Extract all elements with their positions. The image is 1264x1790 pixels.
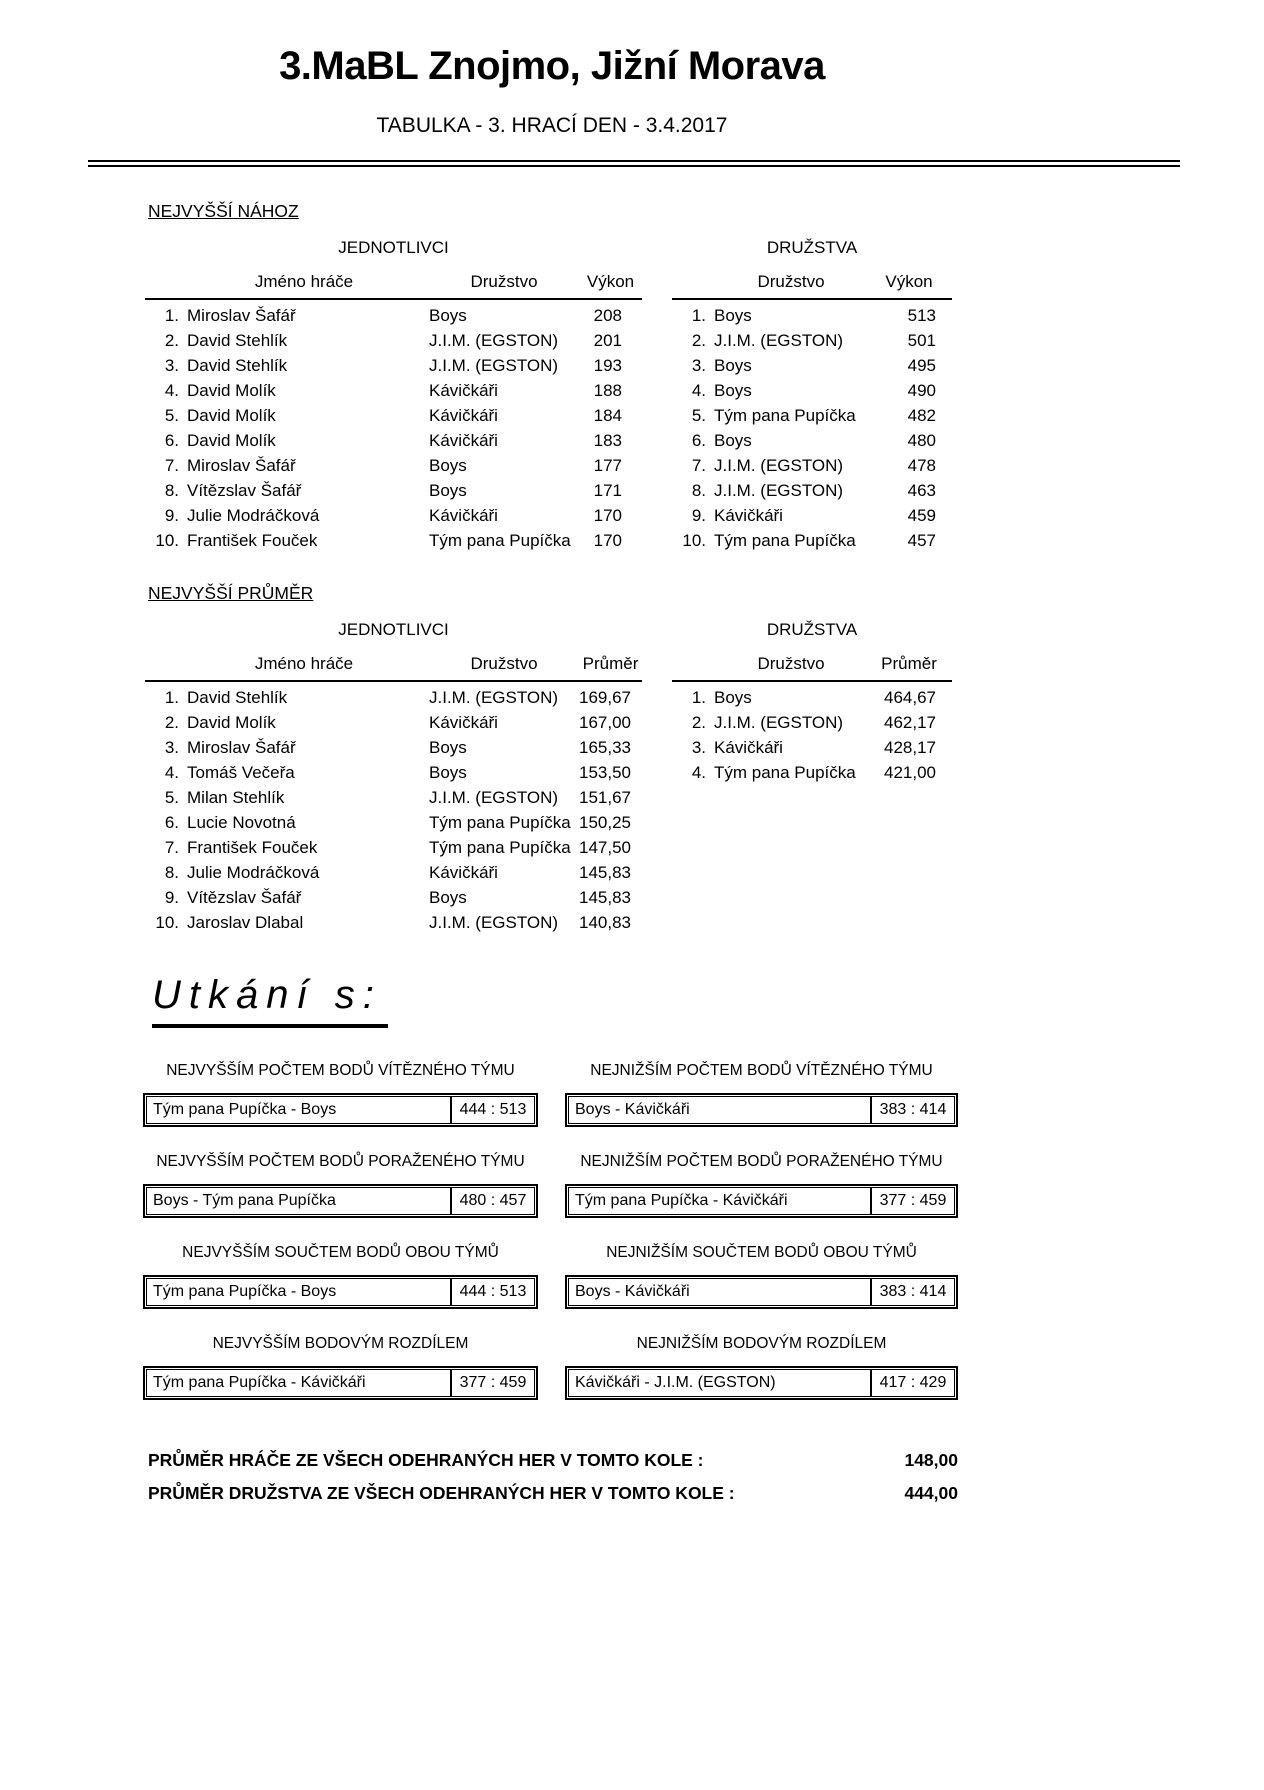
match-teams-cell: Tým pana Pupíčka - Kávičkáři xyxy=(146,1369,451,1397)
column-header-team: Družstvo xyxy=(757,654,825,673)
table-row xyxy=(145,303,642,328)
value-cell: 463 xyxy=(907,480,936,500)
player-name-cell: David Stehlík xyxy=(187,355,288,375)
table-body xyxy=(145,682,642,935)
match-score-cell: 377 : 459 xyxy=(451,1369,535,1397)
table-row xyxy=(145,503,642,528)
table-row xyxy=(672,685,952,710)
rank-cell: 5. xyxy=(691,405,706,425)
team-cell: Kávičkáři xyxy=(429,505,498,525)
team-cell: J.I.M. (EGSTON) xyxy=(429,355,559,375)
rank-cell: 1. xyxy=(691,305,706,325)
match-box xyxy=(143,1275,538,1309)
table-row xyxy=(672,528,952,553)
match-label: NEJNIŽŠÍM POČTEM BODŮ VÍTĚZNÉHO TÝMU xyxy=(590,1062,933,1079)
value-cell: 457 xyxy=(907,530,936,550)
team-cell: J.I.M. (EGSTON) xyxy=(714,480,844,500)
player-name-cell: David Molík xyxy=(187,380,276,400)
rank-cell: 7. xyxy=(164,455,179,475)
rank-cell: 10. xyxy=(155,530,179,550)
team-cell: Boys xyxy=(429,887,467,907)
match-label: NEJNIŽŠÍM SOUČTEM BODŮ OBOU TÝMŮ xyxy=(606,1244,917,1261)
value-cell: 495 xyxy=(907,355,936,375)
value-cell: 421,00 xyxy=(884,762,936,782)
team-cell: J.I.M. (EGSTON) xyxy=(429,787,559,807)
table-title: DRUŽSTVA xyxy=(766,620,858,639)
value-cell: 201 xyxy=(593,330,622,350)
table-row xyxy=(672,478,952,503)
table-body xyxy=(672,300,952,553)
match-box xyxy=(143,1184,538,1218)
rank-cell: 4. xyxy=(691,380,706,400)
rank-cell: 6. xyxy=(164,812,179,832)
column-header-team: Družstvo xyxy=(470,654,538,673)
rank-cell: 8. xyxy=(164,480,179,500)
team-cell: J.I.M. (EGSTON) xyxy=(714,712,844,732)
individuals-table xyxy=(145,238,642,553)
rank-cell: 9. xyxy=(164,505,179,525)
match-label: NEJVYŠŠÍM POČTEM BODŮ PORAŽENÉHO TÝMU xyxy=(156,1153,525,1170)
divider xyxy=(88,160,1180,167)
player-name-cell: Lucie Novotná xyxy=(187,812,296,832)
tables-row xyxy=(145,238,1264,553)
rank-cell: 3. xyxy=(691,737,706,757)
match-label: NEJNIŽŠÍM POČTEM BODŮ PORAŽENÉHO TÝMU xyxy=(580,1153,943,1170)
player-name-cell: David Molík xyxy=(187,712,276,732)
team-cell: Boys xyxy=(429,480,467,500)
table-row xyxy=(145,885,642,910)
match-score-cell: 444 : 513 xyxy=(451,1278,535,1306)
table-title: JEDNOTLIVCI xyxy=(338,238,449,257)
table-row xyxy=(145,835,642,860)
match-item xyxy=(565,1244,958,1309)
summary xyxy=(148,1450,958,1516)
value-cell: 171 xyxy=(593,480,622,500)
summary-row-team-average xyxy=(148,1483,958,1516)
team-cell: Boys xyxy=(429,737,467,757)
rank-cell: 6. xyxy=(164,430,179,450)
team-cell: Boys xyxy=(714,430,752,450)
rank-cell: 1. xyxy=(164,687,179,707)
team-cell: Kávičkáři xyxy=(429,862,498,882)
value-cell: 188 xyxy=(593,380,622,400)
match-box xyxy=(565,1275,958,1309)
tables-row xyxy=(145,620,1264,935)
rank-cell: 4. xyxy=(691,762,706,782)
column-header-value: Průměr xyxy=(582,654,639,673)
player-name-cell: Miroslav Šafář xyxy=(187,455,296,475)
player-name-cell: Jaroslav Dlabal xyxy=(187,912,304,932)
rank-cell: 10. xyxy=(155,912,179,932)
table-row xyxy=(145,528,642,553)
value-cell: 193 xyxy=(593,355,622,375)
value-cell: 145,83 xyxy=(579,862,631,882)
column-header-team: Družstvo xyxy=(757,272,825,291)
rank-cell: 8. xyxy=(691,480,706,500)
section-heading: NEJVYŠŠÍ PRŮMĚR xyxy=(148,583,314,603)
summary-label: PRŮMĚR DRUŽSTVA ZE VŠECH ODEHRANÝCH HER V TOMTO KOLE : xyxy=(148,1483,735,1503)
value-cell: 147,50 xyxy=(579,837,631,857)
match-teams-cell: Tým pana Pupíčka - Boys xyxy=(146,1278,451,1306)
column-header-player: Jméno hráče xyxy=(254,272,354,291)
table-row xyxy=(145,910,642,935)
table-row xyxy=(145,328,642,353)
player-name-cell: David Molík xyxy=(187,430,276,450)
team-cell: Boys xyxy=(714,687,752,707)
match-teams-cell: Tým pana Pupíčka - Kávičkáři xyxy=(568,1187,871,1215)
individuals-table xyxy=(145,620,642,935)
rank-cell: 4. xyxy=(164,762,179,782)
table-row xyxy=(145,810,642,835)
column-header-team: Družstvo xyxy=(470,272,538,291)
value-cell: 208 xyxy=(593,305,622,325)
team-cell: Tým pana Pupíčka xyxy=(714,530,856,550)
player-name-cell: Miroslav Šafář xyxy=(187,737,296,757)
team-cell: Tým pana Pupíčka xyxy=(429,812,571,832)
value-cell: 170 xyxy=(593,530,622,550)
match-box xyxy=(143,1366,538,1400)
column-header-value: Výkon xyxy=(885,272,933,291)
value-cell: 482 xyxy=(907,405,936,425)
player-name-cell: Vítězslav Šafář xyxy=(187,480,302,500)
team-cell: Tým pana Pupíčka xyxy=(714,762,856,782)
match-teams-cell: Boys - Kávičkáři xyxy=(568,1278,871,1306)
value-cell: 153,50 xyxy=(579,762,631,782)
rank-cell: 7. xyxy=(164,837,179,857)
team-cell: Kávičkáři xyxy=(429,712,498,732)
team-cell: Tým pana Pupíčka xyxy=(714,405,856,425)
table-row xyxy=(672,328,952,353)
table-row xyxy=(672,503,952,528)
team-cell: Tým pana Pupíčka xyxy=(429,530,571,550)
table-header-row xyxy=(145,654,642,682)
value-cell: 140,83 xyxy=(579,912,631,932)
value-cell: 170 xyxy=(593,505,622,525)
page-subtitle: TABULKA - 3. HRACÍ DEN - 3.4.2017 xyxy=(376,114,728,137)
match-teams-cell: Boys - Kávičkáři xyxy=(568,1096,871,1124)
value-cell: 478 xyxy=(907,455,936,475)
match-score-cell: 444 : 513 xyxy=(451,1096,535,1124)
player-name-cell: Vítězslav Šafář xyxy=(187,887,302,907)
match-item xyxy=(143,1153,538,1218)
match-item xyxy=(143,1335,538,1400)
team-cell: Tým pana Pupíčka xyxy=(429,837,571,857)
section-highest-game xyxy=(0,201,1264,553)
summary-value: 148,00 xyxy=(904,1450,958,1470)
player-name-cell: František Fouček xyxy=(187,837,318,857)
team-cell: Boys xyxy=(714,380,752,400)
table-row xyxy=(145,710,642,735)
player-name-cell: Julie Modráčková xyxy=(187,862,320,882)
table-row xyxy=(145,403,642,428)
match-box xyxy=(143,1093,538,1127)
team-cell: J.I.M. (EGSTON) xyxy=(714,330,844,350)
page-title: 3.MaBL Znojmo, Jižní Morava xyxy=(279,44,825,88)
matches-grid xyxy=(143,1062,958,1400)
rank-cell: 10. xyxy=(682,530,706,550)
value-cell: 145,83 xyxy=(579,887,631,907)
team-cell: J.I.M. (EGSTON) xyxy=(714,455,844,475)
rank-cell: 9. xyxy=(164,887,179,907)
value-cell: 177 xyxy=(593,455,622,475)
value-cell: 459 xyxy=(907,505,936,525)
player-name-cell: František Fouček xyxy=(187,530,318,550)
rank-cell: 3. xyxy=(164,355,179,375)
rank-cell: 2. xyxy=(164,712,179,732)
rank-cell: 2. xyxy=(691,712,706,732)
player-name-cell: Julie Modráčková xyxy=(187,505,320,525)
match-teams-cell: Tým pana Pupíčka - Boys xyxy=(146,1096,451,1124)
value-cell: 184 xyxy=(593,405,622,425)
table-body xyxy=(672,682,952,785)
table-row xyxy=(145,428,642,453)
match-score-cell: 383 : 414 xyxy=(871,1278,955,1306)
value-cell: 183 xyxy=(593,430,622,450)
value-cell: 480 xyxy=(907,430,936,450)
value-cell: 490 xyxy=(907,380,936,400)
rank-cell: 1. xyxy=(164,305,179,325)
column-header-value: Průměr xyxy=(881,654,937,673)
teams-table xyxy=(672,620,952,935)
table-row xyxy=(145,453,642,478)
summary-value: 444,00 xyxy=(904,1483,958,1503)
table-row xyxy=(145,685,642,710)
match-box xyxy=(565,1093,958,1127)
team-cell: Boys xyxy=(429,455,467,475)
table-row xyxy=(672,428,952,453)
match-teams-cell: Boys - Tým pana Pupíčka xyxy=(146,1187,451,1215)
value-cell: 165,33 xyxy=(579,737,631,757)
table-row xyxy=(145,378,642,403)
value-cell: 167,00 xyxy=(579,712,631,732)
team-cell: J.I.M. (EGSTON) xyxy=(429,912,559,932)
team-cell: Kávičkáři xyxy=(714,737,783,757)
match-item xyxy=(143,1062,538,1127)
section-highest-average xyxy=(0,583,1264,935)
match-label: NEJVYŠŠÍM POČTEM BODŮ VÍTĚZNÉHO TÝMU xyxy=(166,1062,515,1079)
rank-cell: 2. xyxy=(691,330,706,350)
table-row xyxy=(672,735,952,760)
team-cell: Kávičkáři xyxy=(714,505,783,525)
player-name-cell: Tomáš Večeřa xyxy=(187,762,295,782)
match-score-cell: 377 : 459 xyxy=(871,1187,955,1215)
match-teams-cell: Kávičkáři - J.I.M. (EGSTON) xyxy=(568,1369,871,1397)
rank-cell: 2. xyxy=(164,330,179,350)
rank-cell: 7. xyxy=(691,455,706,475)
player-name-cell: David Stehlík xyxy=(187,330,288,350)
value-cell: 513 xyxy=(907,305,936,325)
match-item xyxy=(143,1244,538,1309)
value-cell: 150,25 xyxy=(579,812,631,832)
player-name-cell: David Stehlík xyxy=(187,687,288,707)
rank-cell: 5. xyxy=(164,405,179,425)
table-row xyxy=(672,403,952,428)
team-cell: J.I.M. (EGSTON) xyxy=(429,330,559,350)
team-cell: Boys xyxy=(429,762,467,782)
table-row xyxy=(145,785,642,810)
table-body xyxy=(145,300,642,553)
player-name-cell: Milan Stehlík xyxy=(187,787,285,807)
team-cell: Kávičkáři xyxy=(429,430,498,450)
match-label: NEJVYŠŠÍM SOUČTEM BODŮ OBOU TÝMŮ xyxy=(182,1244,499,1261)
team-cell: Kávičkáři xyxy=(429,405,498,425)
team-cell: Boys xyxy=(714,305,752,325)
section-heading: NEJVYŠŠÍ NÁHOZ xyxy=(148,201,299,221)
table-row xyxy=(672,353,952,378)
rank-cell: 8. xyxy=(164,862,179,882)
table-row xyxy=(145,478,642,503)
team-cell: Boys xyxy=(429,305,467,325)
match-item xyxy=(565,1335,958,1400)
match-box xyxy=(565,1366,958,1400)
column-header-value: Výkon xyxy=(586,272,635,291)
player-name-cell: David Molík xyxy=(187,405,276,425)
match-score-cell: 480 : 457 xyxy=(451,1187,535,1215)
document-header xyxy=(92,0,1012,138)
table-row xyxy=(672,378,952,403)
value-cell: 169,67 xyxy=(579,687,631,707)
team-cell: Kávičkáři xyxy=(429,380,498,400)
table-row xyxy=(145,735,642,760)
table-row xyxy=(672,710,952,735)
table-title: JEDNOTLIVCI xyxy=(338,620,449,639)
table-row xyxy=(672,760,952,785)
rank-cell: 3. xyxy=(691,355,706,375)
match-score-cell: 417 : 429 xyxy=(871,1369,955,1397)
summary-row-player-average xyxy=(148,1450,958,1483)
team-cell: J.I.M. (EGSTON) xyxy=(429,687,559,707)
team-cell: Boys xyxy=(714,355,752,375)
table-title: DRUŽSTVA xyxy=(766,238,858,257)
table-header-row xyxy=(145,272,642,300)
rank-cell: 1. xyxy=(691,687,706,707)
value-cell: 151,67 xyxy=(579,787,631,807)
table-row xyxy=(145,860,642,885)
match-item xyxy=(565,1153,958,1218)
table-row xyxy=(672,453,952,478)
value-cell: 428,17 xyxy=(884,737,936,757)
rank-cell: 5. xyxy=(164,787,179,807)
table-header-row xyxy=(672,272,952,300)
teams-table xyxy=(672,238,952,553)
match-score-cell: 383 : 414 xyxy=(871,1096,955,1124)
table-row xyxy=(672,303,952,328)
match-label: NEJVYŠŠÍM BODOVÝM ROZDÍLEM xyxy=(212,1335,469,1352)
match-item xyxy=(565,1062,958,1127)
summary-label: PRŮMĚR HRÁČE ZE VŠECH ODEHRANÝCH HER V TOMTO KOLE : xyxy=(148,1450,704,1470)
rank-cell: 6. xyxy=(691,430,706,450)
rank-cell: 4. xyxy=(164,380,179,400)
match-box xyxy=(565,1184,958,1218)
table-row xyxy=(145,760,642,785)
value-cell: 501 xyxy=(907,330,936,350)
rank-cell: 3. xyxy=(164,737,179,757)
rank-cell: 9. xyxy=(691,505,706,525)
column-header-player: Jméno hráče xyxy=(254,654,354,673)
match-label: NEJNIŽŠÍM BODOVÝM ROZDÍLEM xyxy=(636,1335,887,1352)
table-header-row xyxy=(672,654,952,682)
table-row xyxy=(145,353,642,378)
player-name-cell: Miroslav Šafář xyxy=(187,305,296,325)
value-cell: 462,17 xyxy=(884,712,936,732)
value-cell: 464,67 xyxy=(884,687,936,707)
matches-heading: Utkání s: xyxy=(152,973,388,1028)
